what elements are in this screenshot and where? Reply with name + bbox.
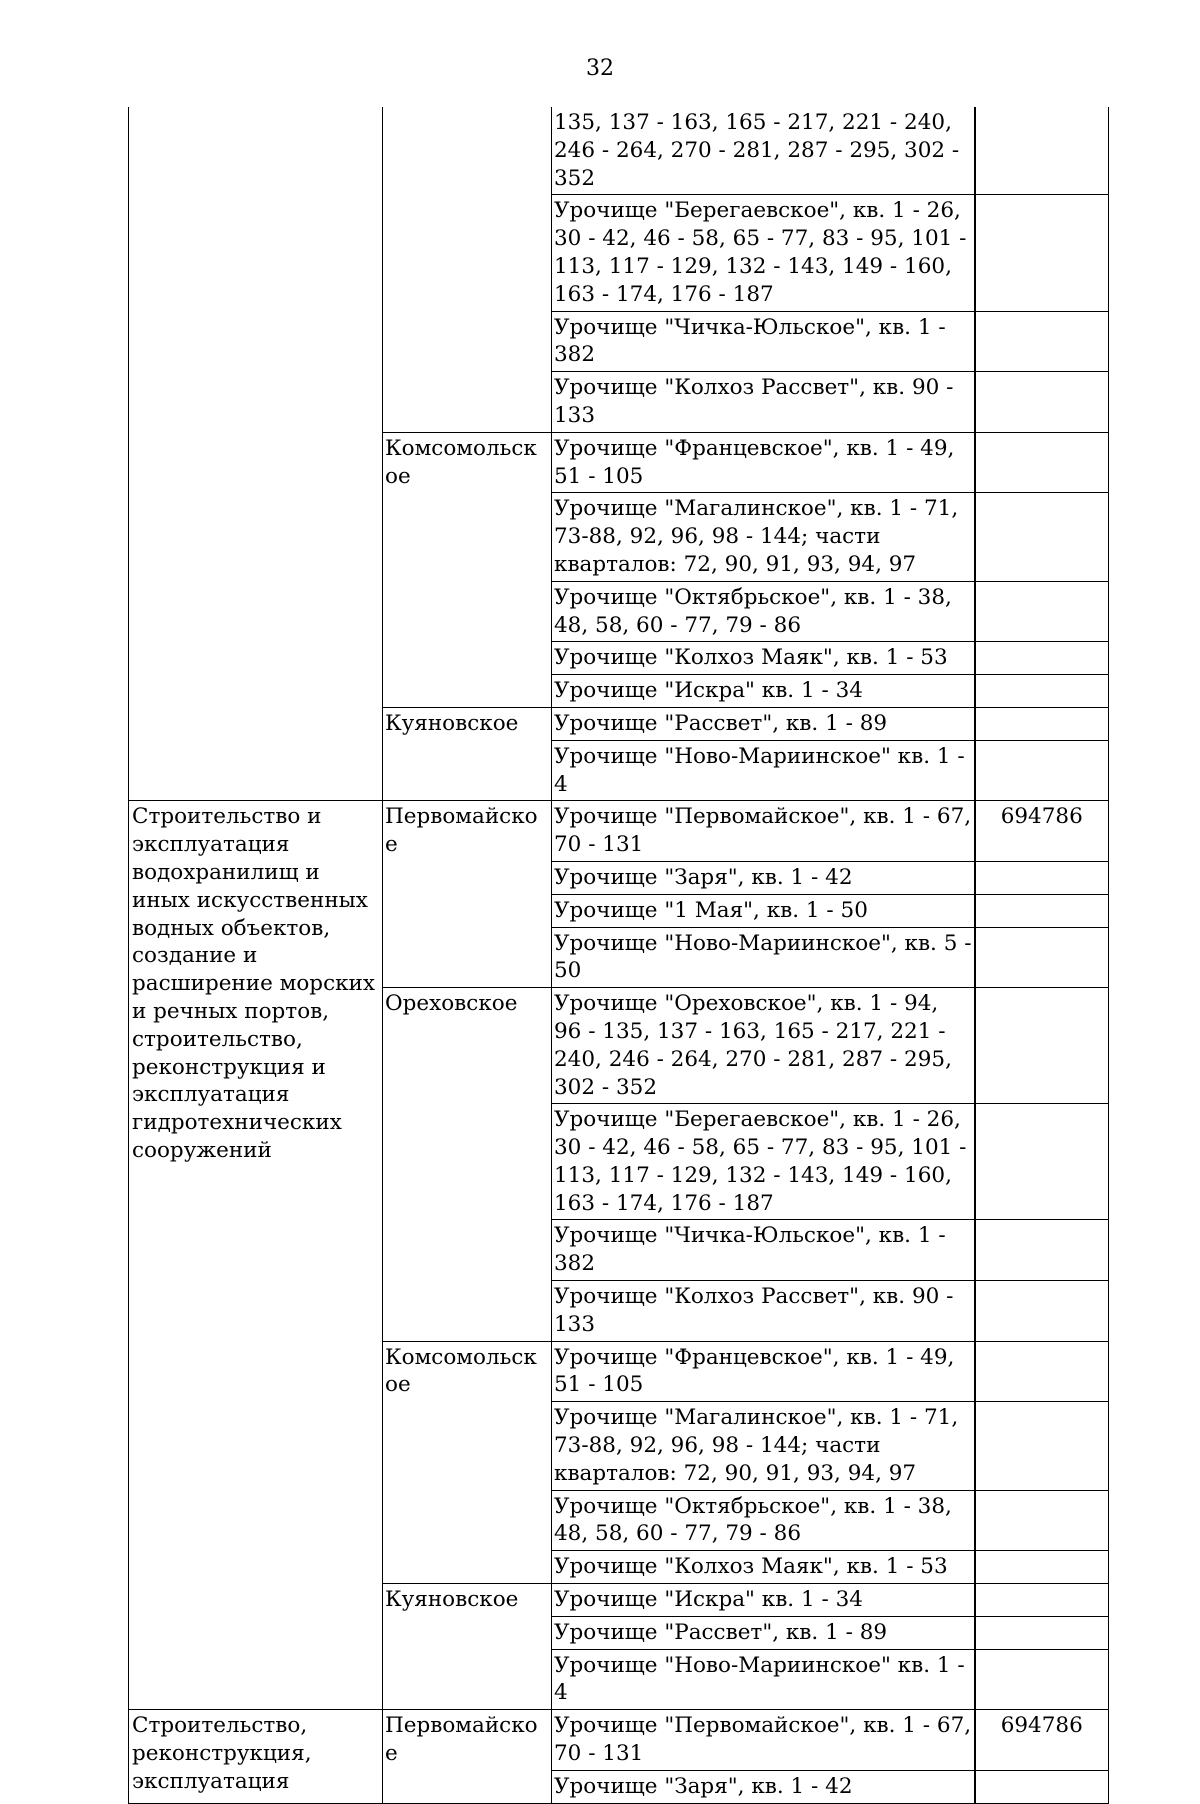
tract-cell: Урочище "Францевское", кв. 1 - 49, 51 - 105 <box>552 1341 975 1402</box>
code-cell <box>975 1616 1109 1649</box>
district-cell: Комсомольское <box>383 432 552 707</box>
purpose-cell: Строительство и эксплуатация водохранилищ и иных искусственных водных объектов, создание и расширение морских и речных портов, строительство, реконструкция и эксплуатация гидротехнических сооружений <box>129 801 383 1710</box>
district-cell: Первомайское <box>383 1710 552 1803</box>
code-cell <box>975 432 1109 493</box>
table-body <box>129 107 1109 1803</box>
tract-cell: Урочище "Октябрьское", кв. 1 - 38, 48, 58, 60 - 77, 79 - 86 <box>552 581 975 642</box>
table-row <box>129 1710 1109 1771</box>
tract-cell: Урочище "Колхоз Рассвет", кв. 90 - 133 <box>552 372 975 433</box>
code-cell <box>975 1104 1109 1220</box>
tract-cell: Урочище "Магалинское", кв. 1 - 71, 73-88, 92, 96, 98 - 144; части кварталов: 72, 90, 91, 93, 94, 97 <box>552 1402 975 1490</box>
code-cell <box>975 195 1109 311</box>
tract-cell: Урочище "Рассвет", кв. 1 - 89 <box>552 1616 975 1649</box>
code-cell <box>975 311 1109 372</box>
tract-cell: 135, 137 - 163, 165 - 217, 221 - 240, 246 - 264, 270 - 281, 287 - 295, 302 - 352 <box>552 107 975 195</box>
code-cell <box>975 861 1109 894</box>
code-cell <box>975 1341 1109 1402</box>
code-cell <box>975 927 1109 988</box>
tract-cell: Урочище "Ореховское", кв. 1 - 94, 96 - 135, 137 - 163, 165 - 217, 221 - 240, 246 - 264, 270 - 281, 287 - 295, 302 - 352 <box>552 988 975 1104</box>
code-cell <box>975 642 1109 675</box>
tract-cell: Урочище "Магалинское", кв. 1 - 71, 73-88, 92, 96, 98 - 144; части кварталов: 72, 90, 91, 93, 94, 97 <box>552 493 975 581</box>
code-cell <box>975 107 1109 195</box>
tract-cell: Урочище "Заря", кв. 1 - 42 <box>552 861 975 894</box>
district-cell: Комсомольское <box>383 1341 552 1583</box>
tract-cell: Урочище "Первомайское", кв. 1 - 67, 70 - 131 <box>552 1710 975 1771</box>
page-number: 32 <box>586 56 614 81</box>
code-cell <box>975 1551 1109 1584</box>
code-cell <box>975 1649 1109 1710</box>
code-cell <box>975 1281 1109 1342</box>
tract-cell: Урочище "Ново-Мариинское" кв. 1 - 4 <box>552 1649 975 1710</box>
tract-cell: Урочище "Ново-Мариинское" кв. 1 - 4 <box>552 740 975 801</box>
district-cell <box>383 107 552 432</box>
district-cell: Ореховское <box>383 988 552 1342</box>
purpose-cell: Строительство, реконструкция, эксплуатация <box>129 1710 383 1803</box>
code-cell <box>975 1402 1109 1490</box>
district-cell: Первомайское <box>383 801 552 988</box>
tract-cell: Урочище "Рассвет", кв. 1 - 89 <box>552 707 975 740</box>
tract-cell: Урочище "Искра" кв. 1 - 34 <box>552 1584 975 1617</box>
district-cell: Куяновское <box>383 1584 552 1710</box>
table-row <box>129 107 1109 195</box>
tract-cell: Урочище "Заря", кв. 1 - 42 <box>552 1770 975 1803</box>
code-cell <box>975 740 1109 801</box>
tract-cell: Урочище "Чичка-Юльское", кв. 1 - 382 <box>552 311 975 372</box>
code-cell <box>975 372 1109 433</box>
code-cell <box>975 1490 1109 1551</box>
tract-cell: Урочище "Берегаевское", кв. 1 - 26, 30 - 42, 46 - 58, 65 - 77, 83 - 95, 101 - 113, 117 - 129, 132 - 143, 149 - 160, 163 - 174, 176 - 187 <box>552 195 975 311</box>
tract-cell: Урочище "Чичка-Юльское", кв. 1 - 382 <box>552 1220 975 1281</box>
tract-cell: Урочище "Францевское", кв. 1 - 49, 51 - 105 <box>552 432 975 493</box>
tract-cell: Урочище "Колхоз Маяк", кв. 1 - 53 <box>552 642 975 675</box>
district-cell: Куяновское <box>383 707 552 800</box>
forest-use-table <box>128 107 1109 1804</box>
code-cell: 694786 <box>975 801 1109 862</box>
tract-cell: Урочище "Октябрьское", кв. 1 - 38, 48, 58, 60 - 77, 79 - 86 <box>552 1490 975 1551</box>
purpose-cell <box>129 107 383 801</box>
code-cell: 694786 <box>975 1710 1109 1771</box>
code-cell <box>975 988 1109 1104</box>
code-cell <box>975 675 1109 708</box>
tract-cell: Урочище "Первомайское", кв. 1 - 67, 70 - 131 <box>552 801 975 862</box>
code-cell <box>975 1584 1109 1617</box>
code-cell <box>975 493 1109 581</box>
code-cell <box>975 1770 1109 1803</box>
tract-cell: Урочище "Ново-Мариинское", кв. 5 - 50 <box>552 927 975 988</box>
code-cell <box>975 894 1109 927</box>
tract-cell: Урочище "Берегаевское", кв. 1 - 26, 30 - 42, 46 - 58, 65 - 77, 83 - 95, 101 - 113, 117 - 129, 132 - 143, 149 - 160, 163 - 174, 176 - 187 <box>552 1104 975 1220</box>
tract-cell: Урочище "1 Мая", кв. 1 - 50 <box>552 894 975 927</box>
code-cell <box>975 1220 1109 1281</box>
tract-cell: Урочище "Колхоз Рассвет", кв. 90 - 133 <box>552 1281 975 1342</box>
table-row <box>129 801 1109 862</box>
code-cell <box>975 581 1109 642</box>
code-cell <box>975 707 1109 740</box>
tract-cell: Урочище "Искра" кв. 1 - 34 <box>552 675 975 708</box>
tract-cell: Урочище "Колхоз Маяк", кв. 1 - 53 <box>552 1551 975 1584</box>
